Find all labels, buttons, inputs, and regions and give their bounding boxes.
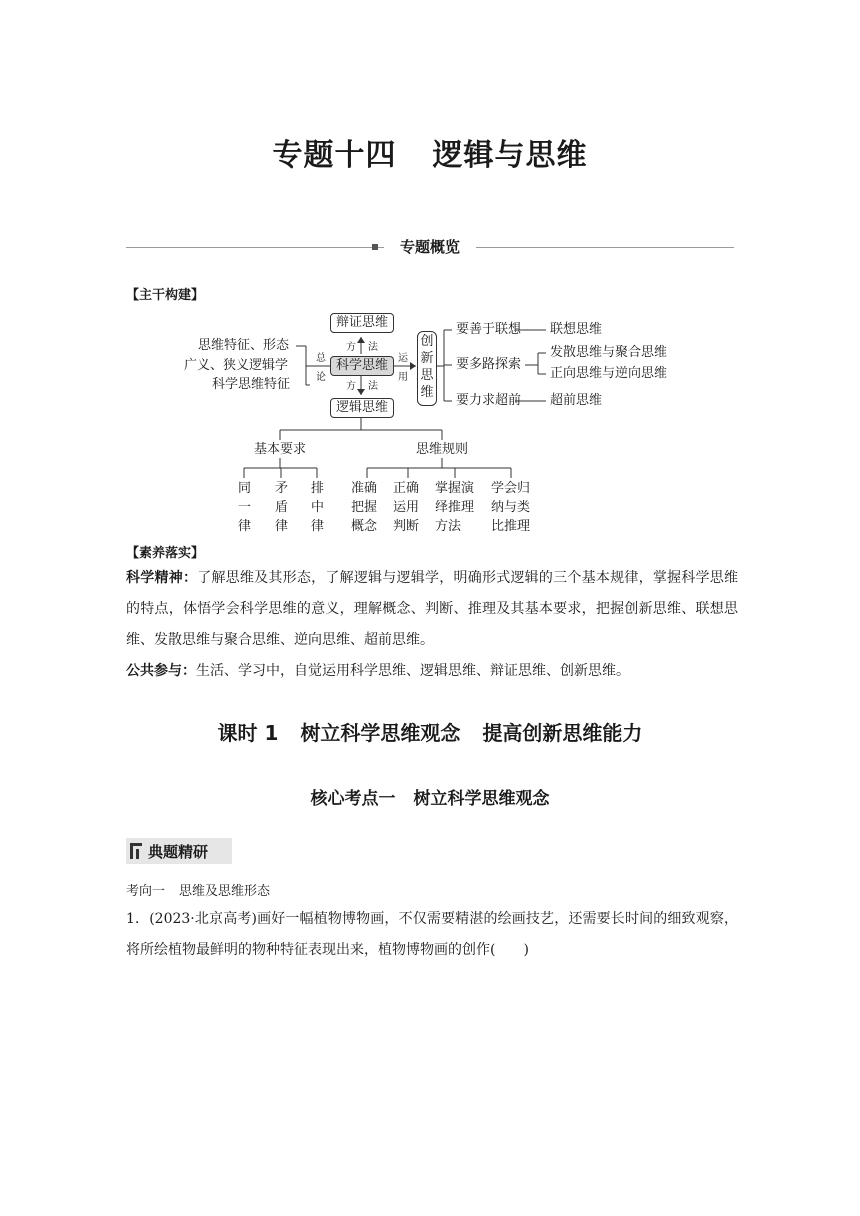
yunyong-1: 运 [398, 353, 408, 364]
thinking-rules: 思维规则 [416, 442, 469, 457]
title-part2: 逻辑与思维 [432, 138, 588, 173]
tag-icon [130, 843, 142, 859]
question-1: 1．(2023·北京高考)画好一幅植物博物画，不仅需要精湛的绘画技艺，还需要长时间的细致观察，将所绘植物最鲜明的物种特征表现出来，植物博物画的创作( ) [126, 911, 738, 958]
section-main-build: 【主干构建】 [126, 288, 205, 303]
left-item-traits: 科学思维特征 [212, 377, 291, 392]
yunyong-2: 用 [398, 372, 408, 383]
banner-right-rule [476, 247, 734, 248]
example-tag [126, 838, 232, 864]
method-label-1: 方 [346, 342, 356, 353]
section-quality: 【素养落实】 [126, 546, 205, 561]
left-item-forms: 思维特征、形态 [198, 338, 290, 353]
method-label-2: 法 [368, 342, 378, 353]
banner-left-dot [372, 244, 378, 250]
logical-thinking-box: 逻辑思维 [330, 398, 394, 418]
zonglun-1: 总 [316, 353, 326, 364]
concept-diagram [180, 308, 700, 540]
method-label-4: 法 [368, 381, 378, 392]
result-ahead: 超前思维 [550, 393, 603, 408]
zonglun-2: 论 [316, 372, 326, 383]
lesson-heading: 课时 1 树立科学思维观念 提高创新思维能力 [217, 721, 643, 745]
result-association: 联想思维 [550, 322, 603, 337]
dialectical-thinking-box: 辩证思维 [330, 313, 394, 333]
law-excluded-middle: 排 中 律 [311, 481, 325, 534]
core-point-heading: 核心考点一 树立科学思维观念 [310, 789, 550, 809]
banner-left-rule [126, 247, 384, 248]
req-explore: 要多路探索 [456, 357, 522, 372]
req-ahead: 要力求超前 [456, 393, 522, 408]
rule-deduction: 掌握演 绎推理 方法 [435, 481, 475, 534]
rule-induction: 学会归 纳与类 比推理 [491, 481, 531, 534]
public-participation-label: 公共参与： [126, 663, 196, 679]
tag-label: 典题精研 [148, 843, 209, 861]
rule-judgment: 正确 运用 判断 [393, 481, 420, 534]
science-spirit-text: 了解思维及其形态，了解逻辑与逻辑学，明确形式逻辑的三个基本规律，掌握科学思维的特点，体悟学会科学思维的意义，理解概念、判断、推理及其基本要求，把握创新思维、联想思维、发散思维与聚合思维、逆向思维、超前思维。 [126, 570, 739, 648]
basic-requirements: 基本要求 [254, 442, 307, 457]
method-label-3: 方 [346, 381, 356, 392]
left-item-logic: 广义、狭义逻辑学 [184, 358, 289, 373]
req-association: 要善于联想 [456, 322, 522, 337]
innovation-thinking-box: 创 新 思 维 [417, 331, 437, 406]
public-participation-paragraph [126, 656, 738, 687]
title-part1: 专题十四 [272, 138, 397, 173]
law-identity: 同 一 律 [238, 481, 252, 534]
science-spirit-label: 科学精神： [126, 570, 198, 586]
law-contradiction: 矛 盾 律 [275, 481, 289, 534]
public-participation-text: 生活、学习中，自觉运用科学思维、逻辑思维、辩证思维、创新思维。 [196, 663, 630, 679]
result-reverse: 正向思维与逆向思维 [550, 366, 668, 381]
rule-concept: 准确 把握 概念 [351, 481, 378, 534]
result-divergent: 发散思维与聚合思维 [550, 345, 668, 360]
page-title [0, 130, 860, 174]
scientific-thinking-box: 科学思维 [330, 356, 394, 376]
direction-heading: 考向一 思维及思维形态 [126, 884, 271, 899]
science-spirit-paragraph [126, 563, 738, 656]
overview-banner: 专题概览 [384, 236, 476, 257]
